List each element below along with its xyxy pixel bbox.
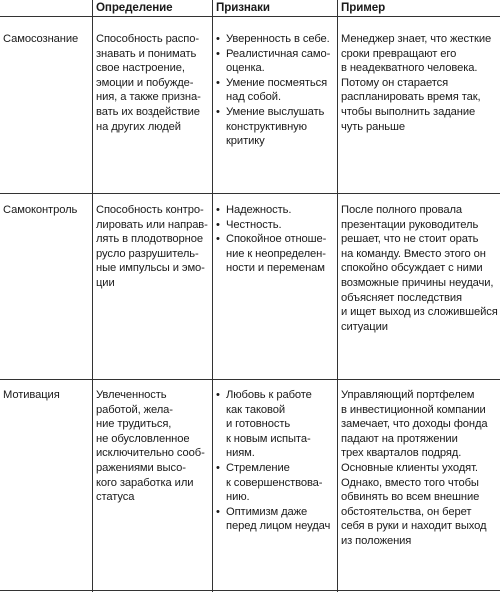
row-divider <box>0 16 500 17</box>
example-self-awareness: Менеджер знает, что жесткие сроки превращают его в неадекватного человека. Потому он старается распланировать время так, чтобы выполнить задание чуть раньше <box>341 33 492 133</box>
list-item: • Умение посмеяться над собой. <box>216 76 336 105</box>
example-self-regulation: После полного провала презентации руководитель решает, что не стоит орать на команду. Вместо этого он спокойно обсуждает с ними возможные причины неудачи, объясняет последствия и ищет выход из сложившейся ситуации <box>341 204 498 333</box>
column-divider <box>337 0 338 592</box>
list-item: • Умение выслушать конструктивную критику <box>216 105 336 149</box>
list-item: • Спокойное отноше- ние к неопределен- ности и переменам <box>216 232 336 276</box>
row-name-motivation: Мотивация <box>3 389 60 401</box>
list-item: • Честность. <box>216 218 336 233</box>
signs-self-awareness <box>216 32 336 149</box>
row-divider <box>0 590 500 591</box>
list-item: • Реалистичная само- оценка. <box>216 47 336 76</box>
signs-motivation <box>216 388 336 534</box>
header-signs: Признаки <box>216 1 270 14</box>
list-item: • Оптимизм даже перед лицом неудач <box>216 505 336 534</box>
header-example: Пример <box>341 1 386 14</box>
row-name-self-regulation: Самоконтроль <box>3 204 78 216</box>
column-divider <box>212 0 213 592</box>
signs-self-regulation <box>216 203 336 276</box>
row-divider <box>0 379 500 380</box>
list-item: • Уверенность в себе. <box>216 32 336 47</box>
definition-motivation: Увлеченность работой, жела- ние трудиться, не обусловленное исключительно сооб- ражениями высо- кого заработка или статуса <box>96 389 205 504</box>
definition-self-regulation: Способность контро- лировать или направ- лять в плодотворное русло разрушитель- ные импульсы и эмо- ции <box>96 204 208 289</box>
list-item: • Надежность. <box>216 203 336 218</box>
row-divider <box>0 193 500 194</box>
column-divider <box>92 0 93 592</box>
header-definition: Определение <box>96 1 173 14</box>
row-name-self-awareness: Самосознание <box>3 33 79 45</box>
list-item: • Стремление к совершенствова- нию. <box>216 461 336 505</box>
definition-self-awareness: Способность распо- знавать и понимать свое настроение, эмоции и побужде- ния, а также призна- вать их воздействие на других людей <box>96 33 201 133</box>
example-motivation: Управляющий портфелем в инвестиционной компании замечает, что доходы фонда падают на протяжении трех кварталов подряд. Основные клиенты уходят. Однако, вместо того чтобы обвинять во всем внешние обстоятельства, он берет себя в руки и находит выход из положения <box>341 389 488 547</box>
list-item: • Любовь к работе как таковой и готовность к новым испыта- ниям. <box>216 388 336 461</box>
